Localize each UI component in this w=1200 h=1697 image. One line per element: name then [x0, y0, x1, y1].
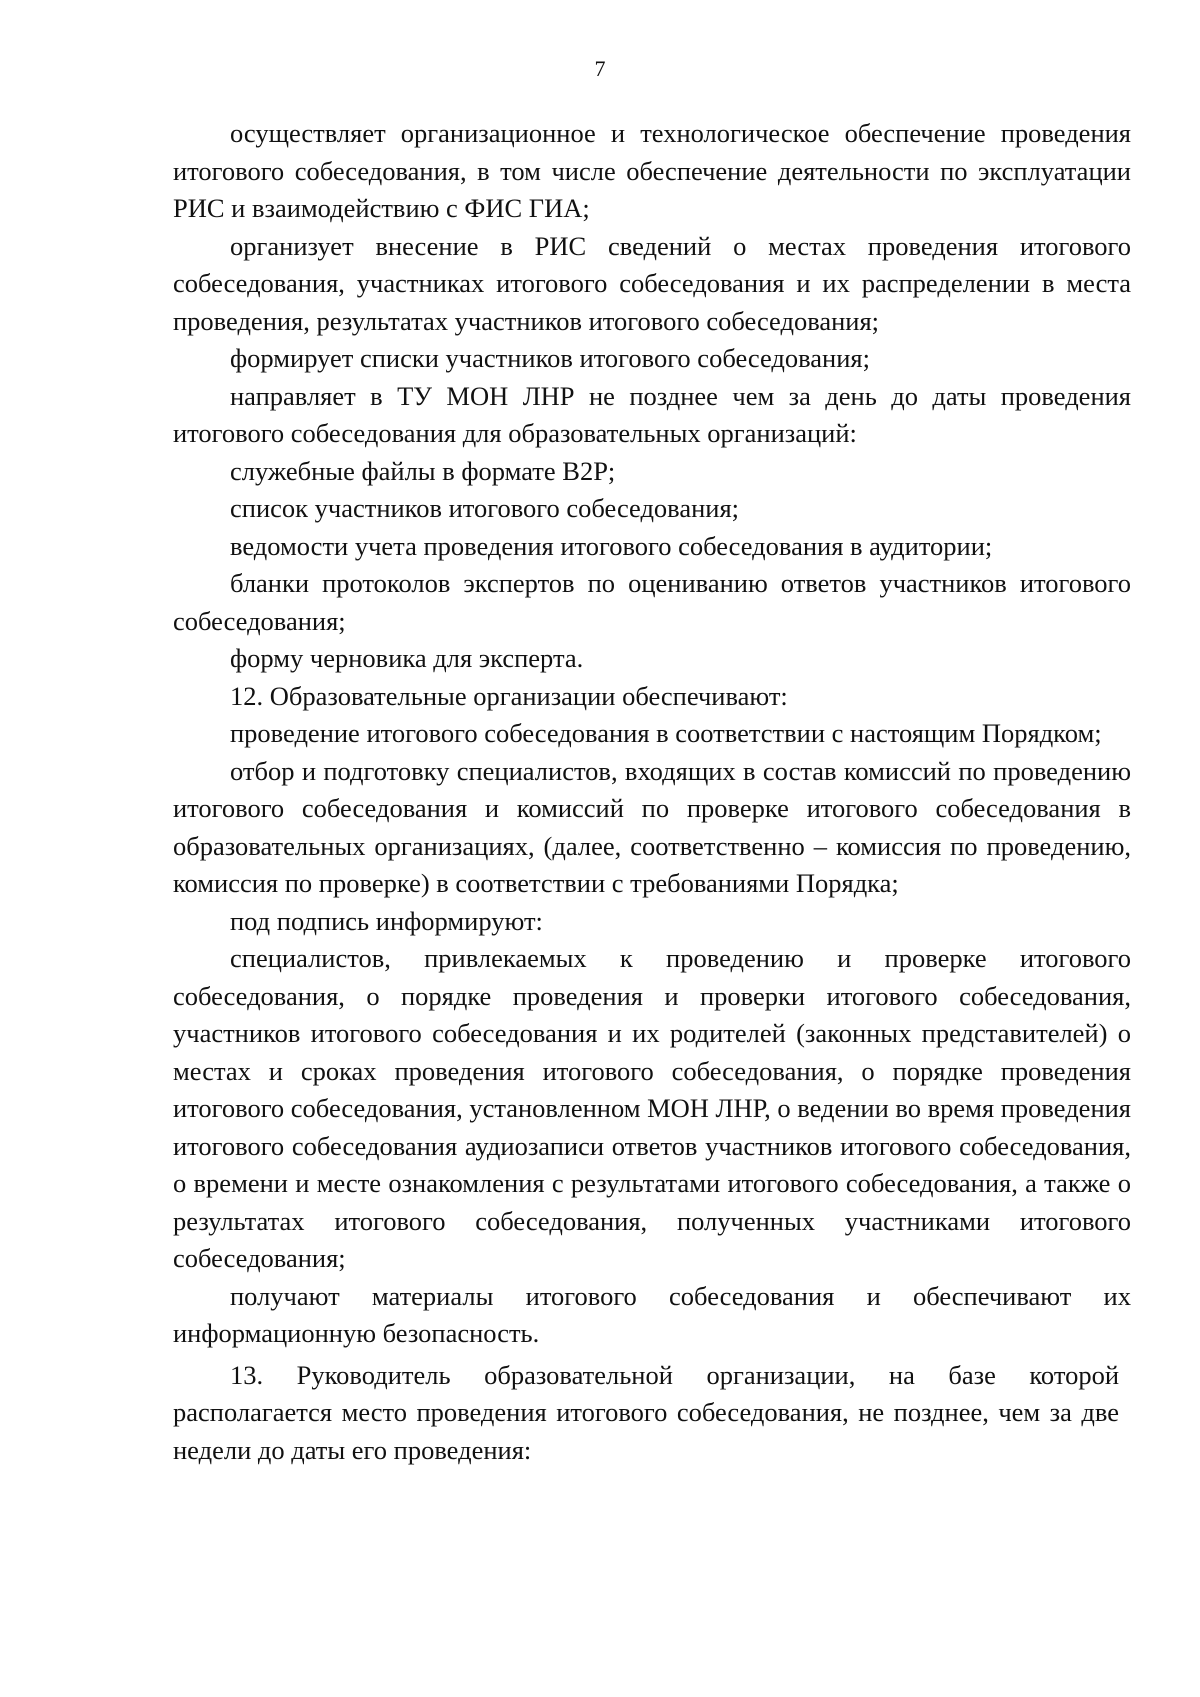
paragraph-lists: формирует списки участников итогового собеседования; [230, 343, 870, 373]
paragraph-records: ведомости учета проведения итогового собеседования в аудитории; [230, 530, 993, 561]
paragraph-service-files: служебные файлы в формате B2P; [230, 455, 616, 486]
paragraph-tech-support: осуществляет организационное и технологическое обеспечение проведения итогового собеседования, в том числе обеспечение деятельности по эксплуатации РИС и взаимодействию с ФИС ГИА; [173, 118, 1131, 223]
paragraph-section-12: 12. Образовательные организации обеспечивают: [230, 680, 788, 711]
paragraph-draft-form: форму черновика для эксперта. [230, 643, 584, 673]
paragraph-specialists-info: специалистов, привлекаемых к проведению и проверке итогового собеседования, о порядке проведения и проверки итогового собеседования, участников итогового собеседования и их родителей (законных представителей) о местах и сроках проведения итогового собеседования, о порядке проведения итогового собеседования, установленном МОН ЛНР, о ведении во время проведения итогового собеседования аудиозаписи ответов участников итогового собеседования, о времени и месте ознакомления с результатами итогового собеседования, а также о результатах итогового собеседования, полученных участниками итогового собеседования; [173, 943, 1131, 1273]
paragraph-inform: под подпись информируют: [230, 905, 543, 936]
paragraph-expert-forms: бланки протоколов экспертов по оцениванию ответов участников итогового собеседования; [173, 568, 1131, 636]
paragraph-materials: получают материалы итогового собеседования и обеспечивают их информационную безопасность. [173, 1280, 1131, 1348]
paragraph-participant-list: список участников итогового собеседования; [230, 493, 740, 523]
paragraph-ris-entry: организует внесение в РИС сведений о местах проведения итогового собеседования, участниках итогового собеседования и их распределении в места проведения, результатах участников итогового собеседования; [173, 230, 1131, 336]
paragraph-conduct: проведение итогового собеседования в соответствии с настоящим Порядком; [230, 718, 1102, 748]
paragraph-section-13: 13. Руководитель образовательной организации, на базе которой располагается место проведения итогового собеседования, не позднее, чем за две недели до даты его проведения: [173, 1359, 1119, 1465]
paragraph-sends-to-tu: направляет в ТУ МОН ЛНР не позднее чем за день до даты проведения итогового собеседования для образовательных организаций: [173, 380, 1131, 448]
page-number: 7 [594, 56, 606, 81]
document-body [173, 115, 1131, 1469]
paragraph-specialist-selection: отбор и подготовку специалистов, входящих в состав комиссий по проведению итогового собеседования и комиссий по проверке итогового собеседования в образовательных организациях, (далее, соответственно – комиссия по проведению, комиссия по проверке) в соответствии с требованиями Порядка; [173, 755, 1131, 898]
